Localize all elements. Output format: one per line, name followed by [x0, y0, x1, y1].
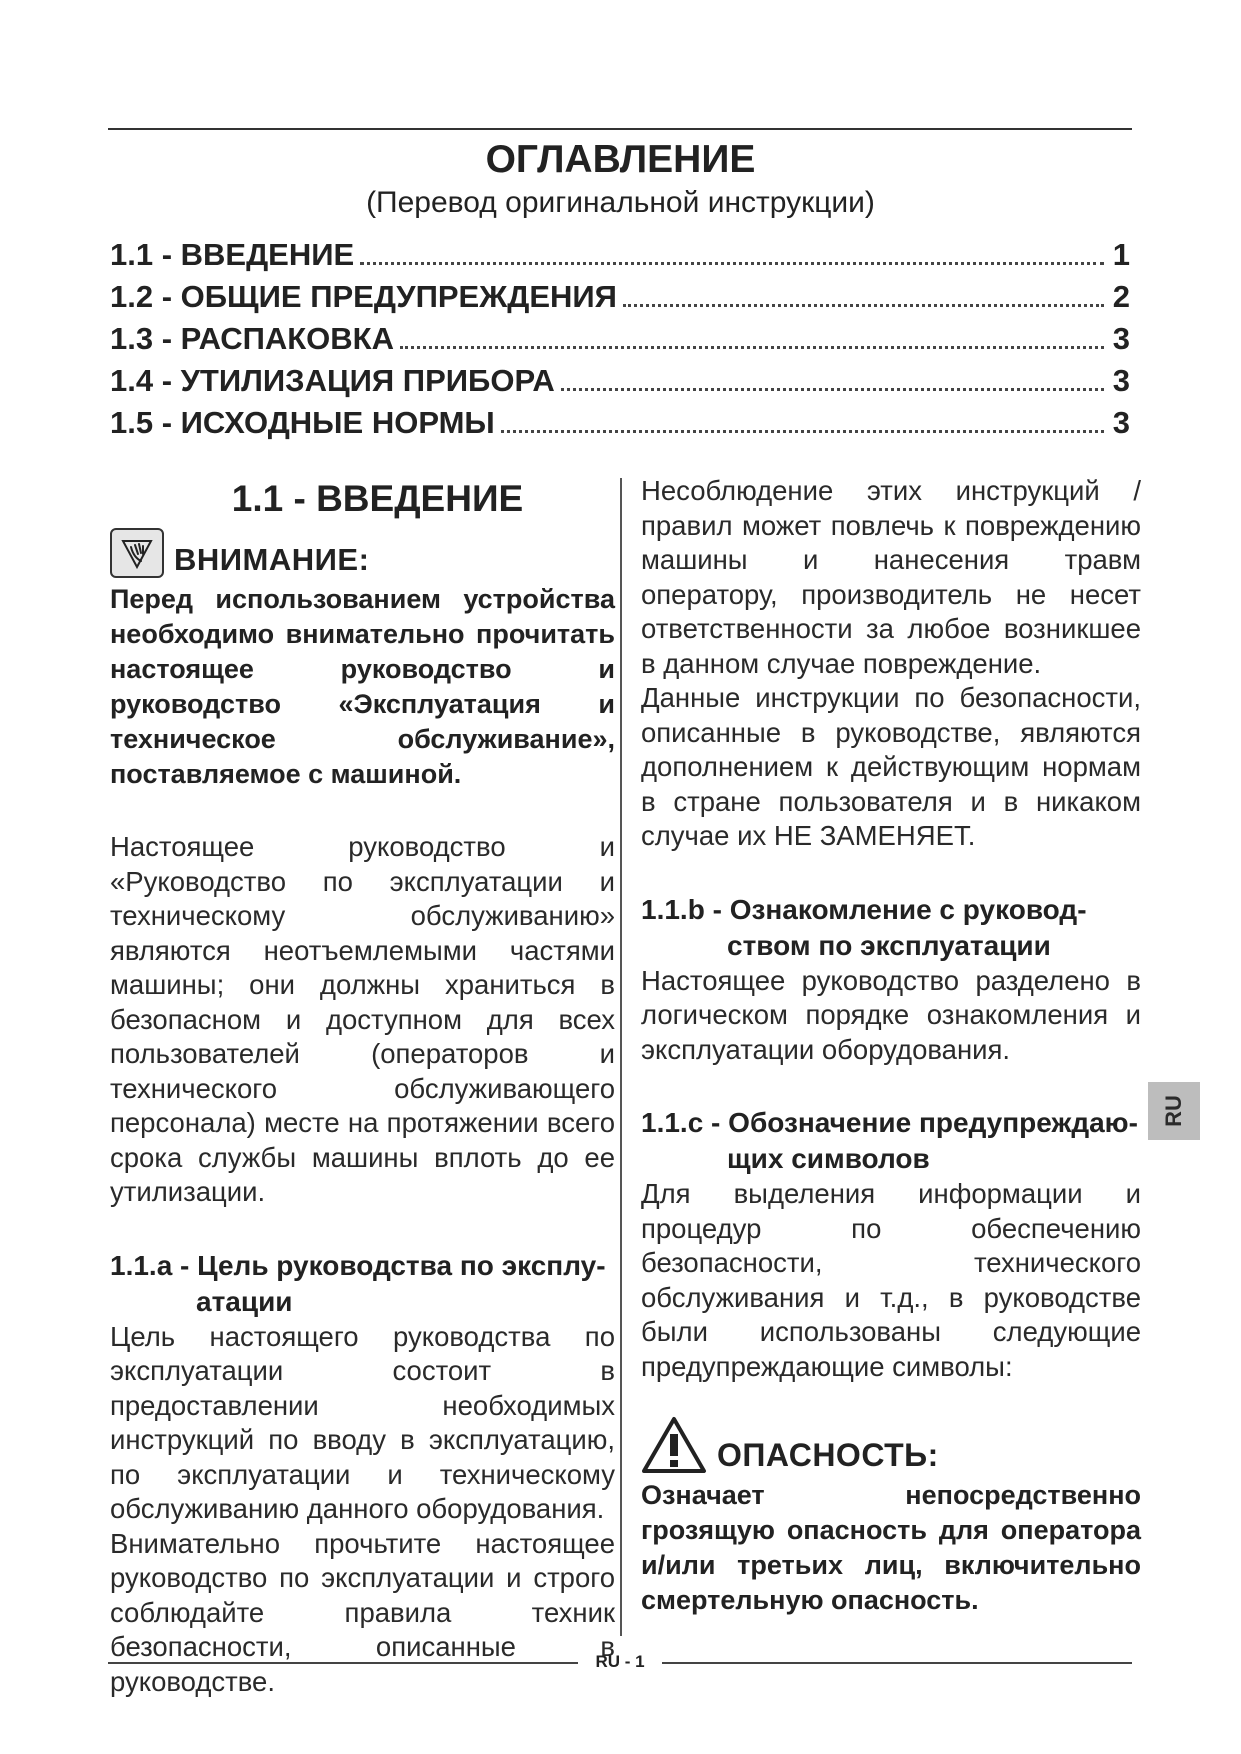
toc-entry[interactable] — [110, 237, 1130, 279]
subsection-heading-line: атации — [196, 1285, 293, 1317]
language-tab — [1148, 1082, 1200, 1140]
toc-leader — [561, 388, 1104, 391]
purpose-paragraph: Цель настоящего руководства по эксплуатации состоит в предоставлении необходимых инструкций по вводу в эксплуатацию, по эксплуатации и техническому обслуживанию данного оборудования. — [110, 1320, 615, 1524]
toc-entry-label: 1.4 - УТИЛИЗАЦИЯ ПРИБОРА — [110, 363, 555, 398]
toc-entry-page: 3 — [1112, 321, 1130, 356]
toc-leader — [623, 304, 1104, 307]
left-column — [110, 474, 615, 1699]
symbols-paragraph: Для выделения информации и процедур по обеспечению безопасности, технического обслуживания и т.д., в руководстве были использованы следующие предупреждающие символы: — [641, 1178, 1141, 1382]
toc-entry-page: 2 — [1112, 279, 1130, 314]
toc-entry[interactable] — [110, 405, 1130, 447]
top-rule — [108, 128, 1132, 130]
toc-entry-label: 1.5 - ИСХОДНЫЕ НОРМЫ — [110, 405, 495, 440]
subsection-heading-line: 1.1.c - Обозначение предупреждаю- — [641, 1107, 1138, 1138]
read-carefully-paragraph: Внимательно прочьтите настоящее руководство по эксплуатации и строго соблюдайте правила техник безопасности, описанные в руководстве. — [110, 1527, 615, 1697]
toc-entry[interactable] — [110, 321, 1130, 363]
page-number: RU - 1 — [595, 1652, 645, 1671]
table-of-contents — [110, 237, 1130, 447]
toc-leader — [400, 346, 1104, 349]
danger-heading — [641, 1416, 1141, 1474]
subsection-heading-line: 1.1.a - Цель руководства по эксплу- — [110, 1249, 606, 1281]
manual-structure-paragraph: Настоящее руководство разделено в логическом порядке ознакомления и эксплуатации оборудования. — [641, 964, 1141, 1065]
toc-entry-label: 1.1 - ВВЕДЕНИЕ — [110, 237, 355, 272]
subsection-heading-line: ством по эксплуатации — [727, 929, 1051, 961]
footer-rule — [662, 1662, 1132, 1664]
column-divider — [620, 478, 622, 1636]
footer-rule — [108, 1662, 578, 1664]
attention-label: ВНИМАНИЕ: — [174, 542, 370, 577]
toc-subtitle: (Перевод оригинальной инструкции) — [366, 186, 875, 219]
warning-triangle-icon — [641, 1416, 707, 1474]
danger-text: Означает непосредственно грозящую опасность для оператора и/или третьих лиц, включительно смертельную опасность. — [641, 1480, 1141, 1615]
subsection-heading-line: щих символов — [727, 1143, 930, 1174]
attention-text: Перед использованием устройства необходимо внимательно прочитать настоящее руководство и руководство «Эксплуатация и техническое обслуживание», поставляемое с машиной. — [110, 584, 615, 789]
toc-leader — [360, 262, 1104, 265]
subsection-heading-c — [641, 1105, 1141, 1177]
toc-entry-page: 1 — [1112, 237, 1130, 272]
toc-entry[interactable] — [110, 363, 1130, 405]
toc-leader — [501, 430, 1104, 433]
toc-entry[interactable] — [110, 279, 1130, 321]
hand-caution-icon — [110, 528, 164, 578]
attention-heading — [110, 528, 615, 578]
toc-entry-page: 3 — [1112, 363, 1130, 398]
danger-label: ОПАСНОСТЬ: — [717, 1437, 939, 1473]
section-title: 1.1 - ВВЕДЕНИЕ — [231, 478, 524, 519]
toc-entry-label: 1.2 - ОБЩИЕ ПРЕДУПРЕЖДЕНИЯ — [110, 279, 617, 314]
toc-title: ОГЛАВЛЕНИЕ — [485, 138, 756, 181]
toc-entry-label: 1.3 - РАСПАКОВКА — [110, 321, 394, 356]
right-column — [641, 474, 1141, 1618]
subsection-heading-a — [110, 1248, 615, 1320]
page-footer — [108, 1652, 1132, 1672]
language-tab-label: RU — [1161, 1095, 1186, 1127]
toc-entry-page: 3 — [1112, 405, 1130, 440]
intro-paragraph: Настоящее руководство и «Руководство по эксплуатации и техническому обслуживанию» являются неотъемлемыми частями машины; они должны храниться в безопасном и доступном для всех пользователей (операторов и технического обслуживающего персонала) месте на протяжении всего срока службы машины вплоть до ее утилизации. — [110, 831, 615, 1207]
subsection-heading-b — [641, 892, 1141, 964]
noncompliance-paragraph: Несоблюдение этих инструкций / правил может повлечь к повреждению машины и нанесения травм оператору, производитель не несет ответственности за любое возникшее в данном случае повреждение. — [641, 475, 1141, 679]
safety-instructions-paragraph: Данные инструкции по безопасности, описанные в руководстве, являются дополнением к действующим нормам в стране пользователя и в никаком случае их НЕ ЗАМЕНЯЕТ. — [641, 682, 1141, 851]
subsection-heading-line: 1.1.b - Ознакомление с руковод- — [641, 893, 1087, 925]
